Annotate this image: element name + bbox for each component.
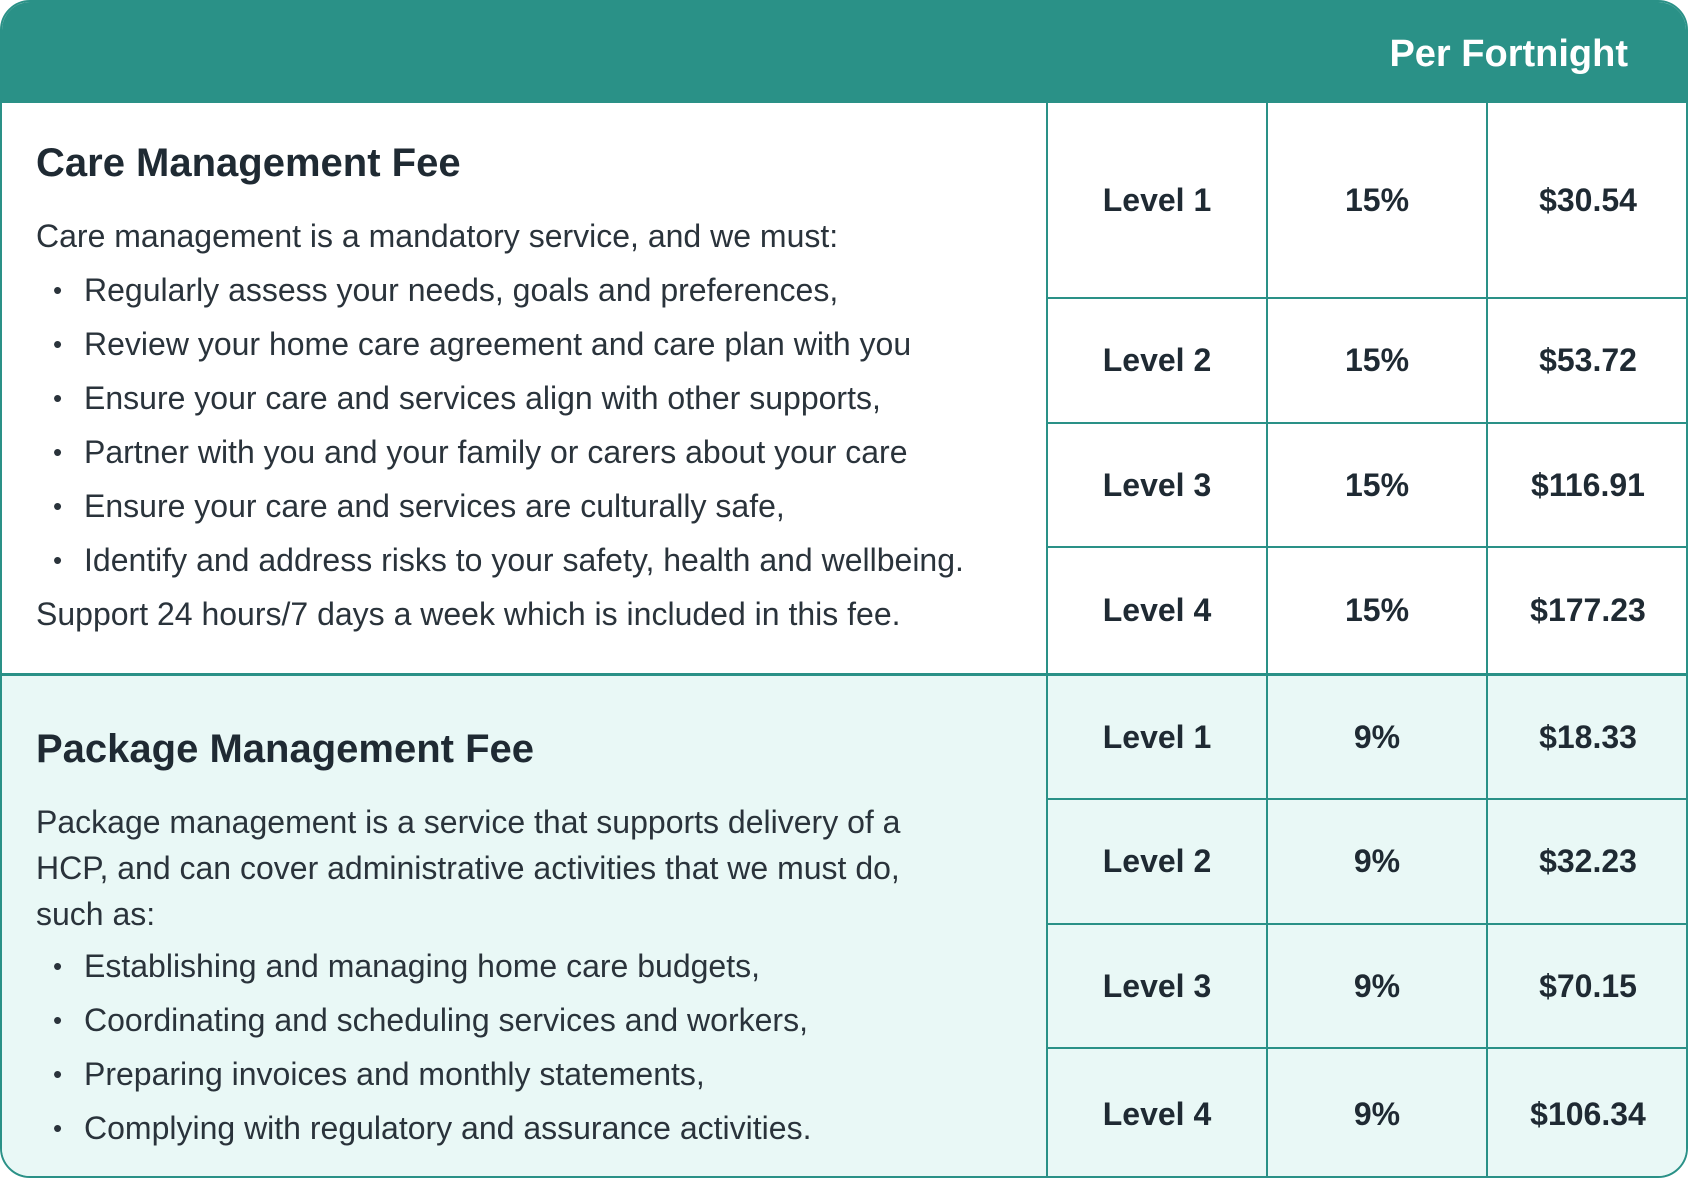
list-item <box>36 263 964 317</box>
amount-cell: $177.23 <box>1530 592 1646 628</box>
care-management-description <box>2 103 1048 673</box>
percent-cell: 9% <box>1268 1049 1488 1178</box>
bullet-icon: • <box>53 275 63 305</box>
amount-cell: $53.72 <box>1539 342 1637 378</box>
bullet-icon: • <box>53 491 63 521</box>
level-cell: Level 1 <box>1048 103 1268 297</box>
list-item <box>36 317 964 371</box>
percent-cell: 9% <box>1268 676 1488 798</box>
table-row <box>1048 299 1688 424</box>
percent-cell: 15% <box>1268 548 1488 673</box>
amount-cell: $18.33 <box>1539 718 1637 755</box>
percent-cell: 15% <box>1268 299 1488 422</box>
package-management-list <box>36 939 811 1155</box>
list-item <box>36 425 964 479</box>
bullet-icon: • <box>53 383 63 413</box>
table-row <box>1048 925 1688 1049</box>
list-item <box>36 1101 811 1155</box>
level-cell: Level 2 <box>1048 299 1268 422</box>
list-item-text: Complying with regulatory and assurance activities. <box>84 1110 812 1146</box>
list-item-text: Regularly assess your needs, goals and preferences, <box>84 272 839 308</box>
list-item <box>36 939 811 993</box>
table-row <box>1048 800 1688 925</box>
level-cell: Level 1 <box>1048 676 1268 798</box>
list-item-text: Coordinating and scheduling services and workers, <box>84 1002 808 1038</box>
level-cell: Level 2 <box>1048 800 1268 923</box>
package-management-description <box>2 676 1048 1178</box>
list-item <box>36 479 964 533</box>
percent-cell: 9% <box>1268 925 1488 1047</box>
bullet-icon: • <box>53 329 63 359</box>
table-row <box>1048 548 1688 673</box>
percent-cell: 9% <box>1268 800 1488 923</box>
bullet-icon: • <box>53 545 63 575</box>
care-management-section <box>2 103 1686 673</box>
list-item <box>36 533 964 587</box>
care-management-outro: Support 24 hours/7 days a week which is included in this fee. <box>36 596 901 632</box>
table-row <box>1048 676 1688 800</box>
table-row <box>1048 1049 1688 1178</box>
per-fortnight-label: Per Fortnight <box>1389 33 1628 75</box>
amount-cell: $106.34 <box>1530 1096 1646 1132</box>
bullet-icon: • <box>53 1113 63 1143</box>
bullet-icon: • <box>53 1059 63 1089</box>
percent-cell: 15% <box>1268 424 1488 546</box>
table-header <box>2 2 1686 103</box>
list-item-text: Review your home care agreement and care plan with you <box>84 326 912 362</box>
bullet-icon: • <box>53 951 63 981</box>
bullet-icon: • <box>53 1005 63 1035</box>
package-management-rates <box>1048 676 1688 1178</box>
level-cell: Level 4 <box>1048 1049 1268 1178</box>
list-item-text: Identify and address risks to your safety, health and wellbeing. <box>84 542 964 578</box>
list-item-text: Ensure your care and services align with other supports, <box>84 380 881 416</box>
list-item-text: Partner with you and your family or carers about your care <box>84 434 908 470</box>
amount-cell: $32.23 <box>1539 843 1637 879</box>
list-item <box>36 371 964 425</box>
table-row <box>1048 103 1688 299</box>
amount-cell: $30.54 <box>1539 181 1637 218</box>
level-cell: Level 3 <box>1048 424 1268 546</box>
amount-cell: $70.15 <box>1539 967 1637 1004</box>
list-item-text: Establishing and managing home care budgets, <box>84 948 760 984</box>
care-management-intro: Care management is a mandatory service, and we must: <box>36 218 839 254</box>
care-management-list <box>36 263 964 587</box>
amount-cell: $116.91 <box>1531 466 1645 503</box>
list-item <box>36 1047 811 1101</box>
percent-cell: 15% <box>1268 103 1488 297</box>
level-cell: Level 3 <box>1048 925 1268 1047</box>
package-management-section <box>2 673 1686 1178</box>
package-management-title: Package Management Fee <box>36 727 534 771</box>
list-item-text: Preparing invoices and monthly statements, <box>84 1056 705 1092</box>
package-management-intro: Package management is a service that supports delivery of a HCP, and can cover administrative activities that we must do, such as: <box>36 804 901 932</box>
care-management-title: Care Management Fee <box>36 141 461 185</box>
list-item <box>36 993 811 1047</box>
list-item-text: Ensure your care and services are culturally safe, <box>84 488 785 524</box>
bullet-icon: • <box>53 437 63 467</box>
level-cell: Level 4 <box>1048 548 1268 673</box>
care-management-rates <box>1048 103 1688 673</box>
table-row <box>1048 424 1688 548</box>
